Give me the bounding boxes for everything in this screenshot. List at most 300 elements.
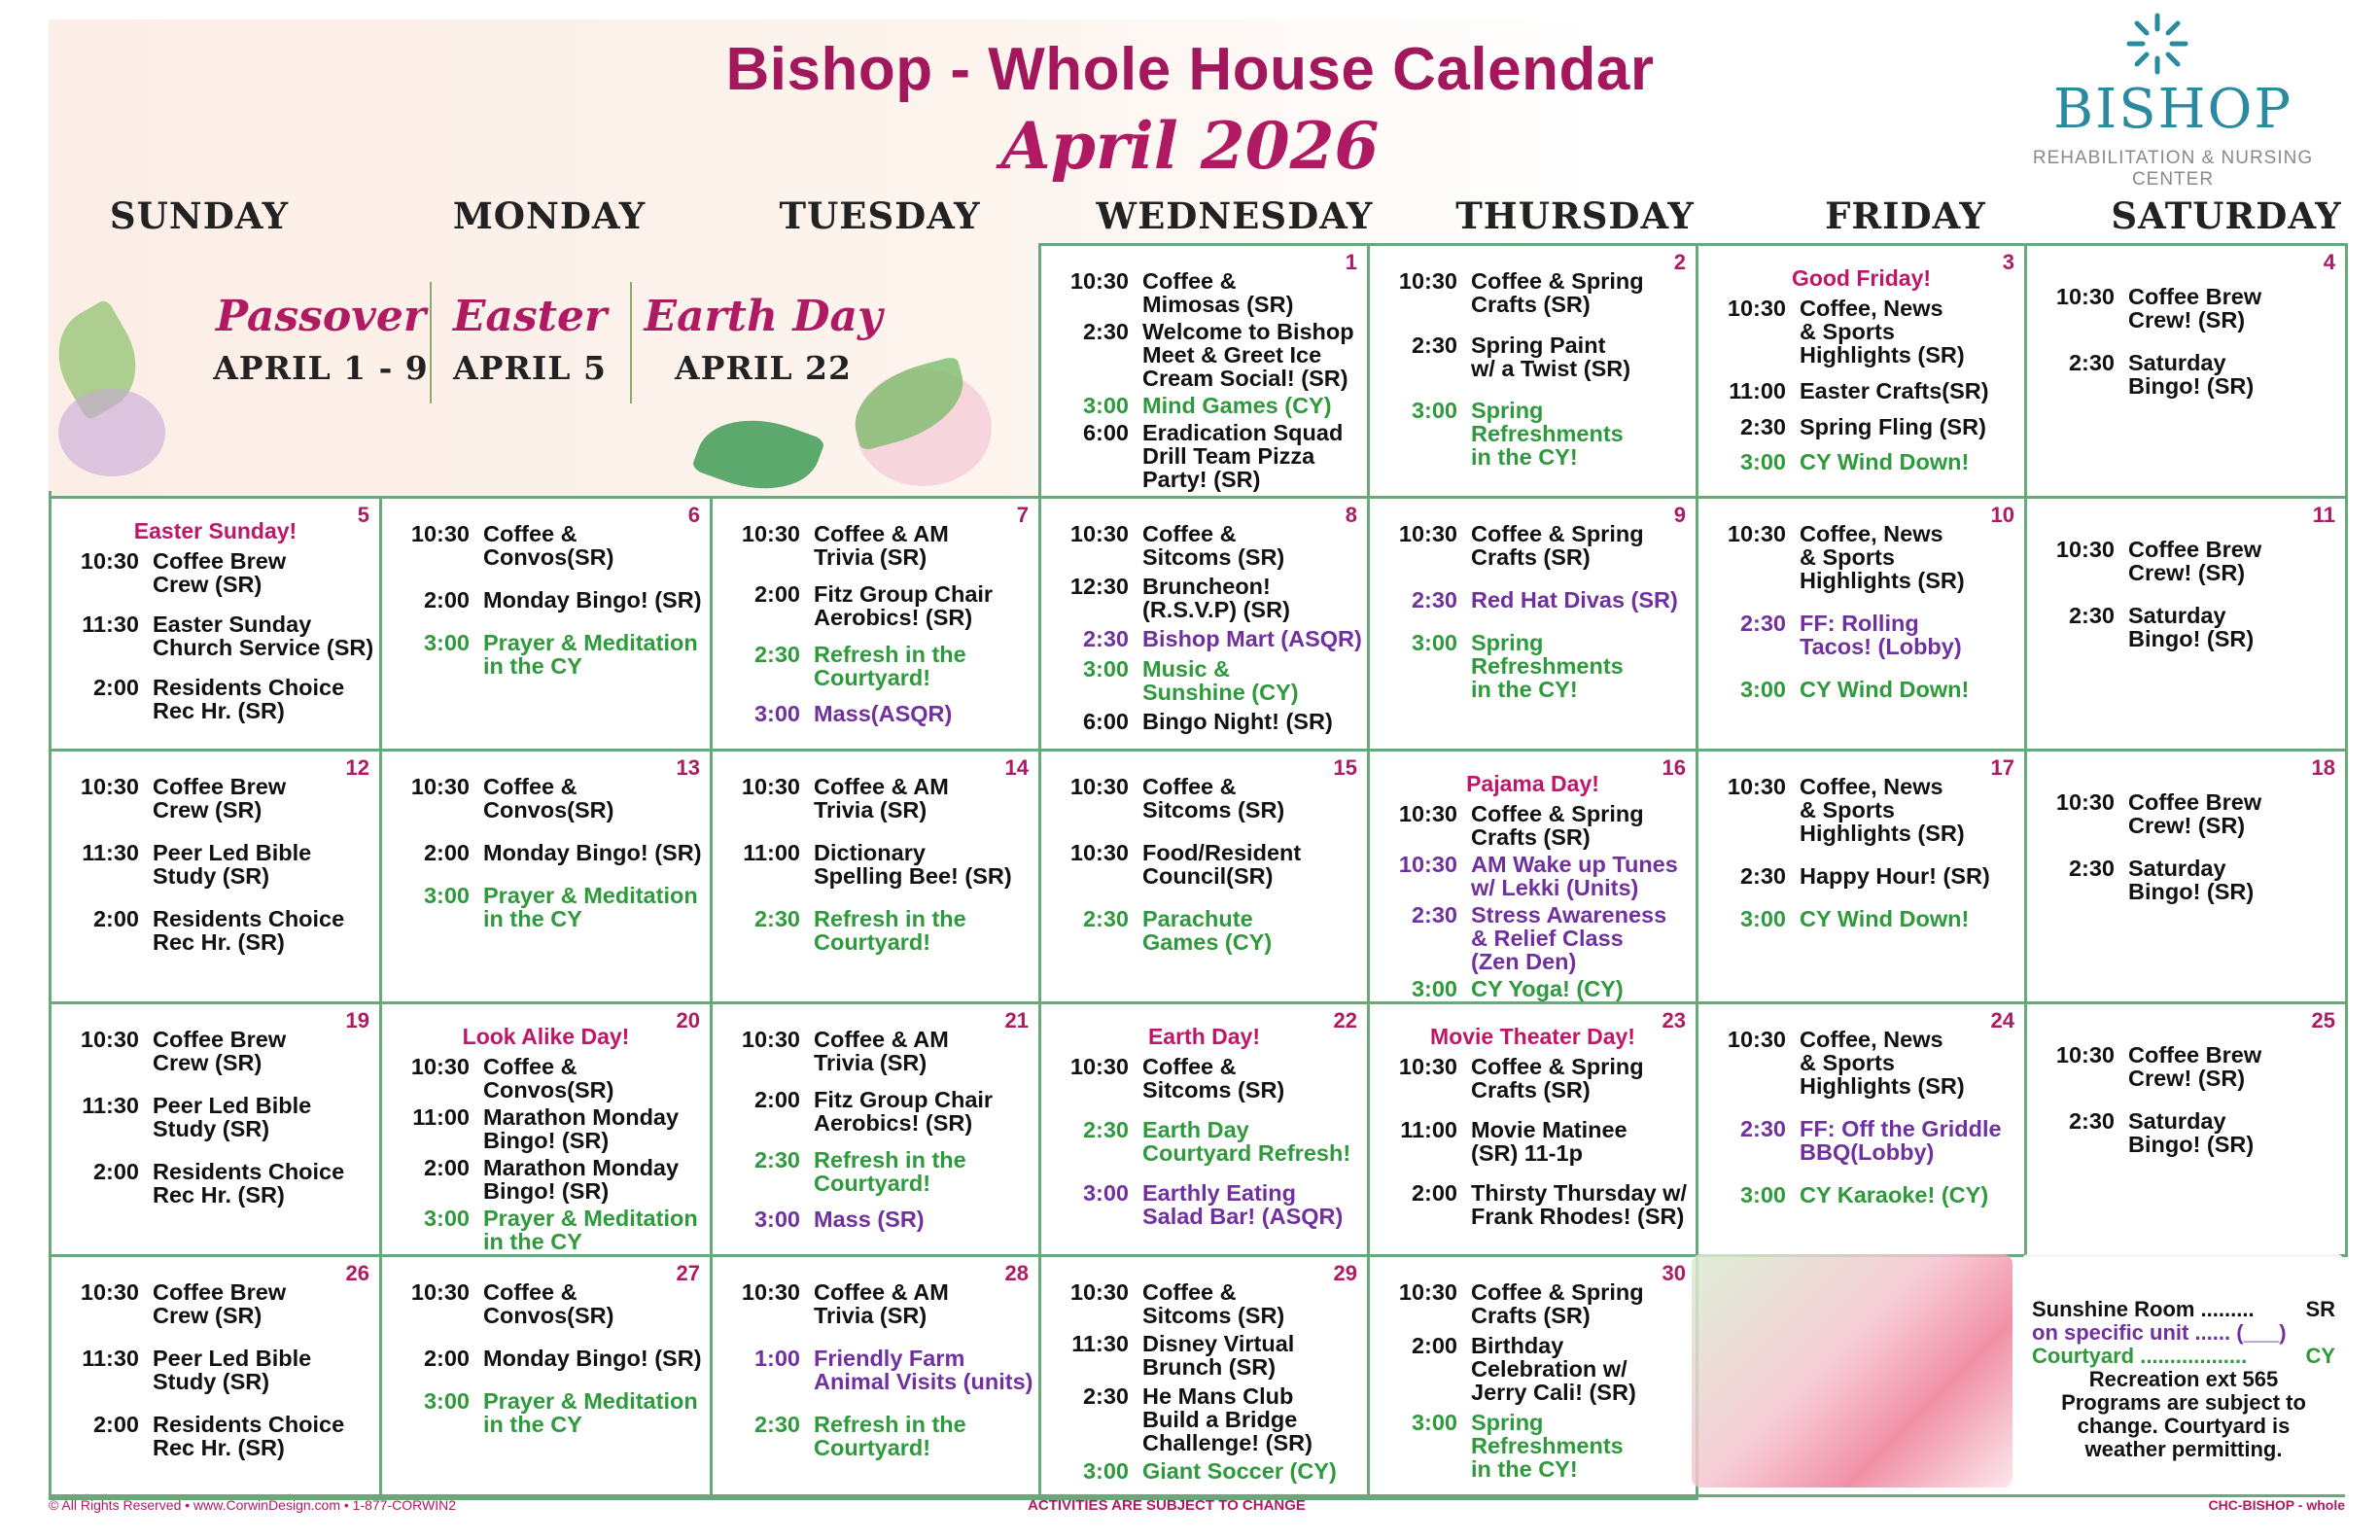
day-cell [1696,496,2027,752]
event-description [1142,269,1363,316]
event-time: 10:30 [1398,521,1457,546]
event-description [1800,1183,2020,1207]
event-line: Coffee & Spring [1471,1054,1644,1079]
day-number: 13 [676,755,700,780]
legend-code: SR [2305,1297,2335,1321]
event-description [814,907,1034,954]
event-description [1471,631,1692,701]
event-line: Thirsty Thursday w/ [1471,1180,1687,1206]
event-time: 2:30 [1739,1116,1786,1141]
event-time: 6:00 [1082,708,1129,734]
event-line: Coffee & [483,1054,578,1079]
event-line: Saturday [2128,603,2226,628]
holiday-passover [194,292,447,387]
flower-decoration [1692,1254,2012,1488]
event-line: Refresh in the [814,641,966,667]
event-line: Study (SR) [153,1369,270,1394]
day-cell [49,1254,382,1500]
event-description [2128,1109,2341,1156]
event-description [1142,1118,1363,1165]
day-cell [379,1001,713,1257]
event-description [1471,333,1692,380]
event-time: 2:00 [753,580,800,607]
holiday-date: APRIL 5 [453,349,607,387]
event-line: Bingo Night! (SR) [1142,708,1333,734]
event-line: (R.S.V.P) (SR) [1142,597,1290,623]
day-cell [1696,749,2027,1004]
event-time: 10:30 [410,521,470,546]
event-description [1142,522,1363,569]
day-cell [1038,496,1370,752]
event-line: & Relief Class [1471,926,1624,951]
event-description [1800,678,2020,701]
event-description [153,1280,375,1327]
event-line: Convos(SR) [483,544,614,570]
event-description [1800,1117,2020,1164]
event-description [153,1160,375,1207]
event-description [483,1207,706,1253]
event-line: Convos(SR) [483,1303,614,1328]
day-number: 24 [1990,1008,2014,1032]
event-line: Parachute [1142,906,1253,931]
event-line: Crew! (SR) [2128,1066,2246,1091]
event-line: Bingo! (SR) [483,1128,610,1153]
event-time: 10:30 [741,1027,800,1052]
event-description [1471,399,1692,469]
event-line: Saturday [2128,1108,2226,1134]
event-line: in the CY! [1471,1456,1578,1482]
event-description [1471,1118,1692,1165]
event-time: 3:00 [1082,655,1129,682]
event-description [814,1413,1034,1459]
event-line: Coffee, News [1800,296,1943,321]
event-line: Sitcoms (SR) [1142,544,1285,570]
event-line: Challenge! (SR) [1142,1429,1312,1455]
event-line: Aerobics! (SR) [814,1109,973,1136]
logo [1993,10,2353,190]
day-number: 8 [1345,503,1357,527]
event-line: Coffee & Spring [1471,521,1644,546]
event-time: 2:00 [423,840,470,865]
event-description [1142,1384,1363,1454]
event-line: Crafts (SR) [1471,1077,1591,1102]
event-description [153,1094,375,1140]
event-line: Coffee & [483,1279,578,1305]
day-number: 19 [345,1008,369,1032]
event-time: 2:30 [1082,626,1129,652]
event-description [814,1148,1034,1195]
event-description [153,676,375,722]
day-cell [1367,1254,1698,1500]
event-line: & Sports [1800,319,1895,344]
event-time: 11:30 [82,1346,139,1371]
weekday-sunday: SUNDAY [109,194,290,237]
event-line: Monday Bingo! (SR) [483,840,702,865]
legend-note: Programs are subject to [2061,1390,2306,1415]
event-line: CY Karaoke! (CY) [1800,1182,1989,1208]
event-line: Sitcoms (SR) [1142,1077,1285,1102]
event-description [1800,522,2020,592]
event-line: Coffee, News [1800,774,1943,799]
weekday-monday: MONDAY [452,194,647,237]
day-number: 17 [1990,755,2014,780]
event-description [483,588,706,612]
event-line: Mass (SR) [814,1207,925,1233]
holiday-date: APRIL 1 - 9 [213,349,429,387]
event-line: Study (SR) [153,863,270,889]
event-line: Games (CY) [1142,929,1273,955]
day-number: 12 [345,755,369,780]
event-line: Crafts (SR) [1471,544,1591,570]
event-description [483,841,706,864]
event-line: Residents Choice [153,906,345,931]
event-description [1800,612,2020,658]
event-line: Build a Bridge [1142,1406,1298,1432]
event-line: Bingo! (SR) [2128,373,2255,399]
event-description [814,582,1034,629]
event-time: 2:00 [92,1159,139,1184]
event-time: 10:30 [2055,284,2115,309]
event-line: Peer Led Bible [153,1346,312,1371]
event-line: Residents Choice [153,1412,345,1437]
legend-courtyard [2032,1345,2335,1368]
event-line: Prayer & Meditation [483,883,698,908]
event-line: Animal Visits (units) [814,1369,1033,1394]
event-line: Coffee, News [1800,521,1943,546]
event-line: AM Wake up Tunes [1471,852,1678,877]
legend-note: weather permitting. [2084,1437,2283,1461]
event-time: 2:00 [92,675,139,700]
event-line: Crew! (SR) [2128,307,2246,332]
event-line: Courtyard! [814,1435,931,1460]
event-description [1471,1334,1692,1404]
event-time: 11:30 [1071,1331,1129,1357]
event-line: Coffee & [1142,268,1237,294]
event-line: Spring [1471,397,1544,423]
event-time: 2:00 [92,1412,139,1437]
event-time: 3:00 [1739,906,1786,931]
day-cell [710,1001,1041,1257]
day-cell [710,749,1041,1004]
event-description [1142,575,1363,621]
event-line: Meet & Greet Ice [1142,342,1322,368]
event-description [1142,394,1363,417]
day-number: 1 [1345,250,1357,274]
event-time: 11:00 [743,840,800,865]
day-number: 16 [1662,755,1686,780]
event-description [814,1208,1034,1231]
event-time: 10:30 [1069,774,1129,799]
event-time: 10:30 [2055,1042,2115,1068]
event-description [483,1280,706,1327]
event-line: Mimosas (SR) [1142,292,1294,317]
day-number: 26 [345,1261,369,1285]
event-time: 10:30 [410,1279,470,1305]
event-time: 2:30 [1739,863,1786,889]
event-line: Easter Sunday [153,612,312,637]
event-description [153,1413,375,1459]
day-number: 27 [676,1261,700,1285]
event-description [153,612,375,659]
day-number: 11 [2312,503,2335,527]
event-line: Bishop Mart (ASQR) [1142,626,1362,652]
event-line: Rec Hr. (SR) [153,698,285,723]
event-line: CY Yoga! (CY) [1471,976,1624,1001]
event-line: (Zen Den) [1471,949,1577,974]
event-line: Stress Awareness [1471,902,1667,928]
event-time: 2:30 [1082,1117,1129,1142]
event-line: Drill Team Pizza [1142,443,1315,469]
event-line: Spring Paint [1471,332,1606,359]
event-line: Coffee & Spring [1471,268,1644,294]
event-line: Fitz Group Chair [814,580,994,607]
day-cell [1038,243,1370,499]
event-time: 2:00 [1411,1180,1457,1206]
event-time: 10:30 [1398,268,1457,294]
event-line: Sitcoms (SR) [1142,1303,1285,1328]
event-line: Refresh in the [814,1146,966,1172]
event-line: Trivia (SR) [814,544,928,570]
event-description [1471,269,1692,316]
day-cell [1367,749,1698,1004]
day-cell [710,1254,1041,1500]
event-time: 12:30 [1069,574,1129,600]
event-description [814,702,1034,725]
day-number: 10 [1990,503,2014,527]
event-time: 10:30 [80,548,139,574]
event-time: 6:00 [1082,420,1129,445]
event-time: 11:30 [82,840,139,865]
event-line: Coffee & Spring [1471,1279,1644,1305]
logo-starburst-icon [2123,10,2191,78]
event-time: 2:30 [753,906,800,931]
event-line: in the CY! [1471,677,1578,702]
event-time: 3:00 [1739,449,1786,475]
event-description [1471,802,1692,849]
event-line: Jerry Cali! (SR) [1471,1380,1636,1405]
event-line: Sunshine (CY) [1142,679,1299,705]
legend-label: on specific unit ...... (___) [2032,1320,2287,1345]
event-time: 3:00 [1411,397,1457,423]
event-line: Coffee Brew [153,1027,287,1052]
event-line: Peer Led Bible [153,1093,312,1118]
event-line: Coffee Brew [2128,284,2262,309]
event-description [153,1028,375,1074]
event-description [1800,450,2020,473]
day-cell [49,1001,382,1257]
day-number: 21 [1004,1008,1029,1032]
event-time: 2:00 [423,587,470,612]
event-line: Trivia (SR) [814,797,928,822]
event-time: 3:00 [423,883,470,908]
event-time: 10:30 [80,1279,139,1305]
footer-copyright: © All Rights Reserved • www.CorwinDesign.com • 1-877-CORWIN2 [49,1497,456,1513]
legend-code: CY [2305,1344,2335,1368]
day-cell [1367,243,1698,499]
event-description [1471,1055,1692,1102]
event-line: FF: Off the Griddle [1800,1116,2002,1141]
footer-notice: ACTIVITIES ARE SUBJECT TO CHANGE [1028,1497,1306,1514]
month-title: April 2026 [1000,108,1380,184]
event-time: 3:00 [1082,393,1129,418]
event-line: in the CY [483,1412,582,1437]
event-line: Cream Social! (SR) [1142,366,1348,391]
event-line: Crew (SR) [153,1303,262,1328]
event-time: 10:30 [80,774,139,799]
event-line: Refreshments [1471,420,1624,446]
event-time: 2:30 [1082,319,1129,344]
day-number: 3 [2002,250,2014,274]
event-description [153,841,375,888]
event-time: 11:30 [82,1093,139,1118]
event-time: 10:30 [741,1279,800,1305]
event-description [1800,415,2020,438]
weekday-thursday: THURSDAY [1455,194,1695,237]
event-description [2128,790,2341,837]
event-time: 3:00 [1411,976,1457,1001]
event-line: Earth Day [1142,1117,1249,1142]
event-description [1800,379,2020,402]
event-description [483,1156,706,1203]
event-line: Bruncheon! [1142,574,1271,600]
day-number: 30 [1662,1261,1686,1285]
event-line: & Sports [1800,544,1895,570]
event-time: 2:30 [1082,906,1129,931]
event-time: 2:30 [2068,603,2115,628]
event-description [814,643,1034,689]
event-description [1800,297,2020,367]
event-time: 2:00 [753,1086,800,1112]
event-description [1471,1181,1692,1228]
event-time: 2:30 [753,1412,800,1437]
event-time: 3:00 [423,630,470,655]
day-number: 29 [1333,1261,1357,1285]
event-time: 2:30 [1411,332,1457,359]
event-time: 3:00 [423,1206,470,1231]
event-description [1142,1181,1363,1228]
event-line: Crew! (SR) [2128,560,2246,585]
event-line: Coffee & [1142,774,1237,799]
day-number: 25 [2311,1008,2335,1032]
holiday-earth-day [642,292,885,387]
event-line: Rec Hr. (SR) [153,929,285,955]
event-description [483,884,706,930]
event-line: Refreshments [1471,653,1624,679]
event-line: Sitcoms (SR) [1142,797,1285,822]
weekday-tuesday: TUESDAY [779,194,981,237]
event-line: Coffee & [1142,1054,1237,1079]
event-time: 3:00 [1411,1410,1457,1435]
page-title: Bishop - Whole House Calendar [725,36,1655,103]
event-time: 2:30 [1739,413,1786,439]
event-line: Frank Rhodes! (SR) [1471,1204,1685,1229]
event-time: 10:30 [410,774,470,799]
event-line: Dictionary [814,840,926,865]
event-time: 11:00 [1729,377,1786,403]
event-line: Music & [1142,655,1231,682]
event-time: 10:30 [1727,1027,1786,1052]
day-cell [1367,1001,1698,1257]
event-line: Coffee & AM [814,774,949,799]
event-line: Spring [1471,1410,1544,1435]
event-line: CY Wind Down! [1800,449,1970,475]
event-line: Welcome to Bishop [1142,319,1354,344]
event-description [1800,1028,2020,1098]
event-line: Movie Matinee [1471,1117,1628,1142]
event-line: Mass(ASQR) [814,701,953,727]
event-line: Highlights (SR) [1800,821,1965,846]
left-frame [49,491,52,1497]
event-line: Spelling Bee! (SR) [814,863,1012,889]
day-number: 18 [2311,755,2335,780]
event-description [1142,1055,1363,1102]
event-time: 10:30 [1069,1279,1129,1305]
event-line: Crafts (SR) [1471,824,1591,850]
day-number: 7 [1016,503,1029,527]
event-description [1142,657,1363,704]
event-description [1471,853,1692,899]
event-line: Church Service (SR) [153,635,374,660]
event-description [2128,857,2341,903]
event-description [1142,1332,1363,1379]
event-line: Study (SR) [153,1116,270,1141]
event-description [1142,627,1363,650]
event-time: 10:30 [2055,537,2115,562]
event-line: Coffee & Spring [1471,801,1644,826]
event-line: BBQ(Lobby) [1800,1139,1935,1165]
event-line: Marathon Monday [483,1155,680,1180]
event-description [814,522,1034,569]
footer-code: CHC-BISHOP - whole [2208,1497,2345,1513]
event-time: 2:30 [1411,587,1457,612]
weekday-friday: FRIDAY [1825,194,1986,237]
event-line: Easter Crafts(SR) [1800,377,1989,403]
event-description [814,1280,1034,1327]
logo-name: BISHOP [2052,78,2293,141]
event-description [1142,775,1363,822]
event-line: Bingo! (SR) [2128,626,2255,651]
event-description [153,775,375,822]
event-time: 10:30 [1398,1054,1457,1079]
day-cell [379,496,713,752]
legend-sunshine [2032,1298,2335,1321]
event-line: Courtyard Refresh! [1142,1140,1351,1166]
event-line: Earthly Eating [1142,1180,1297,1206]
event-description [2128,604,2341,650]
event-line: Coffee, News [1800,1027,1943,1052]
event-time: 2:00 [423,1346,470,1371]
event-line: Giant Soccer (CY) [1142,1457,1337,1484]
event-description [814,1088,1034,1135]
event-line: Coffee & AM [814,1279,949,1305]
event-description [814,1028,1034,1074]
day-number: 6 [687,503,700,527]
event-line: & Sports [1800,1050,1895,1075]
event-time: 1:00 [753,1346,800,1371]
holiday-name: Easter [452,292,608,341]
event-line: in the CY [483,653,582,679]
event-line: Bingo! (SR) [2128,1132,2255,1157]
event-description [1471,588,1692,612]
event-line: Residents Choice [153,675,345,700]
event-time: 10:30 [2055,789,2115,815]
event-time: 2:00 [1411,1333,1457,1358]
event-line: Refresh in the [814,906,966,931]
event-description [1142,320,1363,390]
event-line: Birthday [1471,1333,1564,1358]
event-line: Monday Bingo! (SR) [483,587,702,612]
event-line: Friendly Farm [814,1346,965,1371]
